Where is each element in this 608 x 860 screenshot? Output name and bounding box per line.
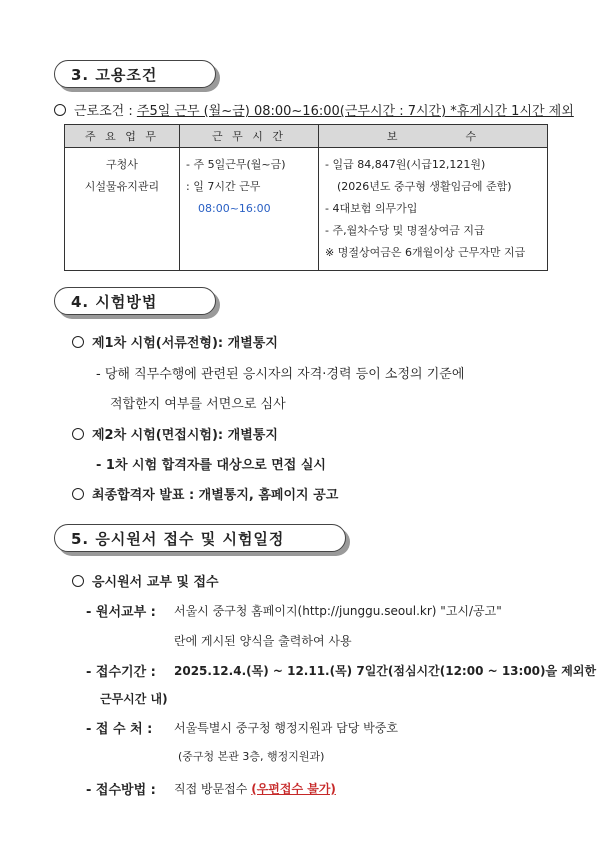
period-text: 근무시간 내) bbox=[100, 692, 168, 706]
section-3-header bbox=[54, 60, 216, 88]
hours-cell bbox=[180, 148, 319, 271]
pay-line: - 주,월차수당 및 명절상여금 지급 bbox=[325, 224, 485, 237]
section-5-header bbox=[54, 524, 346, 552]
duty-cell bbox=[65, 148, 180, 271]
step2-desc: - 1차 시험 합격자를 대상으로 면접 실시 bbox=[96, 458, 326, 473]
method-label: - 접수방법 : bbox=[86, 783, 156, 798]
duty-line: 구청사 bbox=[106, 158, 138, 171]
pay-line: (2026년도 중구형 생활임금에 준함) bbox=[337, 180, 512, 193]
hours-line: - 주 5일근무(월~금) bbox=[186, 158, 286, 171]
work-conditions-line bbox=[54, 100, 574, 119]
method-text: 직접 방문접수 bbox=[174, 782, 248, 796]
work-conditions-label: 근로조건 : bbox=[74, 104, 133, 119]
hours-time: 08:00~16:00 bbox=[198, 202, 271, 215]
section-5-title: 5. 응시원서 접수 및 시험일정 bbox=[71, 530, 285, 548]
final-line bbox=[72, 484, 338, 503]
step1-desc: - 당해 직무수행에 관련된 응시자의 자격·경력 등이 소정의 기준에 bbox=[96, 367, 465, 382]
step2-text: 제2차 시험(면접시험): 개별통지 bbox=[92, 428, 278, 443]
period-label: - 접수기간 : bbox=[86, 665, 156, 680]
duty-line: 시설물유지관리 bbox=[84, 180, 160, 193]
circle-bullet-icon bbox=[72, 488, 84, 500]
step1-desc: 적합한지 여부를 서면으로 심사 bbox=[110, 397, 286, 412]
issue-text: 서울시 중구청 홈페이지(http://junggu.seoul.kr) "고시/공고" bbox=[174, 604, 502, 618]
step2-line bbox=[72, 424, 278, 443]
application-bullet bbox=[72, 571, 219, 590]
issue-label: - 원서교부 : bbox=[86, 605, 156, 620]
step1-line bbox=[72, 332, 278, 351]
section-4-header bbox=[54, 287, 216, 315]
circle-bullet-icon bbox=[72, 575, 84, 587]
place-text: (중구청 본관 3층, 행정지원과) bbox=[178, 750, 325, 763]
circle-bullet-icon bbox=[72, 428, 84, 440]
circle-bullet-icon bbox=[72, 336, 84, 348]
period-text: 2025.12.4.(목) ~ 12.11.(목) 7일간(점심시간(12:00 ~ 13:00)을 제외한 bbox=[174, 664, 597, 678]
method-line bbox=[174, 780, 336, 797]
circle-bullet-icon bbox=[54, 104, 66, 116]
table-row bbox=[65, 148, 548, 271]
step1-text: 제1차 시험(서류전형): 개별통지 bbox=[92, 336, 278, 351]
header-hours: 근 무 시 간 bbox=[180, 125, 319, 148]
employment-conditions-table bbox=[64, 124, 548, 271]
work-conditions-text: 주5일 근무 (월~금) 08:00~16:00(근무시간 : 7시간) *휴게시간 1시간 제외 bbox=[136, 104, 574, 119]
pay-cell bbox=[319, 148, 548, 271]
header-duty: 주 요 업 무 bbox=[65, 125, 180, 148]
application-bullet-text: 응시원서 교부 및 접수 bbox=[92, 575, 219, 590]
pay-line: - 일급 84,847원(시급12,121원) bbox=[325, 158, 486, 171]
place-text: 서울특별시 중구청 행정지원과 담당 박중호 bbox=[174, 721, 398, 735]
issue-text: 란에 게시된 양식을 출력하여 사용 bbox=[174, 634, 352, 648]
hours-line: : 일 7시간 근무 bbox=[186, 180, 261, 193]
section-4-title: 4. 시험방법 bbox=[71, 293, 158, 311]
header-pay: 보 수 bbox=[319, 125, 548, 148]
table-header-row bbox=[65, 125, 548, 148]
pay-line: ※ 명절상여금은 6개월이상 근무자만 지급 bbox=[325, 246, 526, 259]
pay-line: - 4대보험 의무가입 bbox=[325, 202, 418, 215]
method-note: (우편접수 불가) bbox=[251, 782, 336, 796]
section-3-title: 3. 고용조건 bbox=[71, 66, 158, 84]
place-label: - 접 수 처 : bbox=[86, 722, 153, 737]
final-text: 최종합격자 발표 : 개별통지, 홈페이지 공고 bbox=[92, 488, 339, 503]
